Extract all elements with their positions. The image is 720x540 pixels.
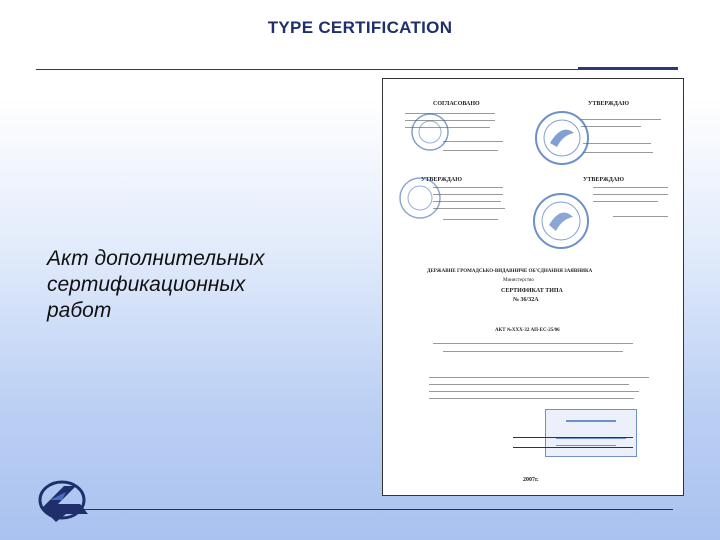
footer-divider xyxy=(83,509,673,510)
doc-approval-right-2: УТВЕРЖДАЮ xyxy=(583,177,625,183)
doc-heading: ДЕРЖАВНЕ ГРОМАДСЬКО-ВИДАВНИЧЕ ОБ'ЄДНАННЯ ЗАЯВНИКА xyxy=(427,269,593,274)
doc-text-line xyxy=(433,201,501,202)
doc-text-line xyxy=(429,384,629,385)
caption-line-2: сертификационных xyxy=(47,273,246,296)
doc-text-line xyxy=(433,208,505,209)
doc-cert-label: СЕРТИФИКАТ ТИПА xyxy=(501,288,563,294)
company-logo-icon xyxy=(36,478,92,522)
doc-act-number: АКТ №ХХХ-32 АП-ЕС-25/06 xyxy=(495,328,560,333)
doc-text-line xyxy=(433,194,503,195)
stamp-seal-icon xyxy=(531,191,591,251)
certificate-document-image xyxy=(382,78,684,496)
stamp-seal-icon xyxy=(397,175,443,221)
doc-text-line xyxy=(429,391,639,392)
doc-text-line xyxy=(443,141,503,142)
doc-approval-left-1: СОГЛАСОВАНО xyxy=(433,101,480,107)
doc-text-line xyxy=(429,398,634,399)
doc-text-line xyxy=(433,343,633,344)
slide-title: TYPE CERTIFICATION xyxy=(267,18,453,37)
doc-text-line xyxy=(429,377,649,378)
doc-text-line xyxy=(443,150,498,151)
caption-line-3: работ xyxy=(47,299,112,322)
title-divider-accent xyxy=(578,67,678,70)
doc-year: 2007г. xyxy=(523,477,539,483)
doc-text-line xyxy=(581,119,661,120)
doc-text-line xyxy=(443,219,498,220)
doc-text-line xyxy=(593,194,668,195)
doc-text-line xyxy=(613,216,668,217)
doc-approval-left-2: УТВЕРЖДАЮ xyxy=(421,177,463,183)
stamp-seal-icon xyxy=(533,109,591,167)
caption-line-1: Акт дополнительных xyxy=(47,247,265,270)
doc-text-line xyxy=(593,187,668,188)
doc-text-line xyxy=(513,437,633,438)
doc-text-line xyxy=(593,201,658,202)
doc-text-line xyxy=(583,152,653,153)
slide-caption xyxy=(47,246,327,324)
stamp-seal-icon xyxy=(409,111,451,153)
stamp-box xyxy=(545,409,637,457)
doc-text-line xyxy=(443,351,623,352)
doc-text-line xyxy=(433,187,503,188)
doc-text-line xyxy=(513,447,633,448)
doc-text-line xyxy=(583,143,651,144)
doc-cert-number: № 36/32А xyxy=(513,297,539,303)
doc-subheading: Министерство xyxy=(503,278,534,283)
doc-approval-right-1: УТВЕРЖДАЮ xyxy=(588,101,630,107)
